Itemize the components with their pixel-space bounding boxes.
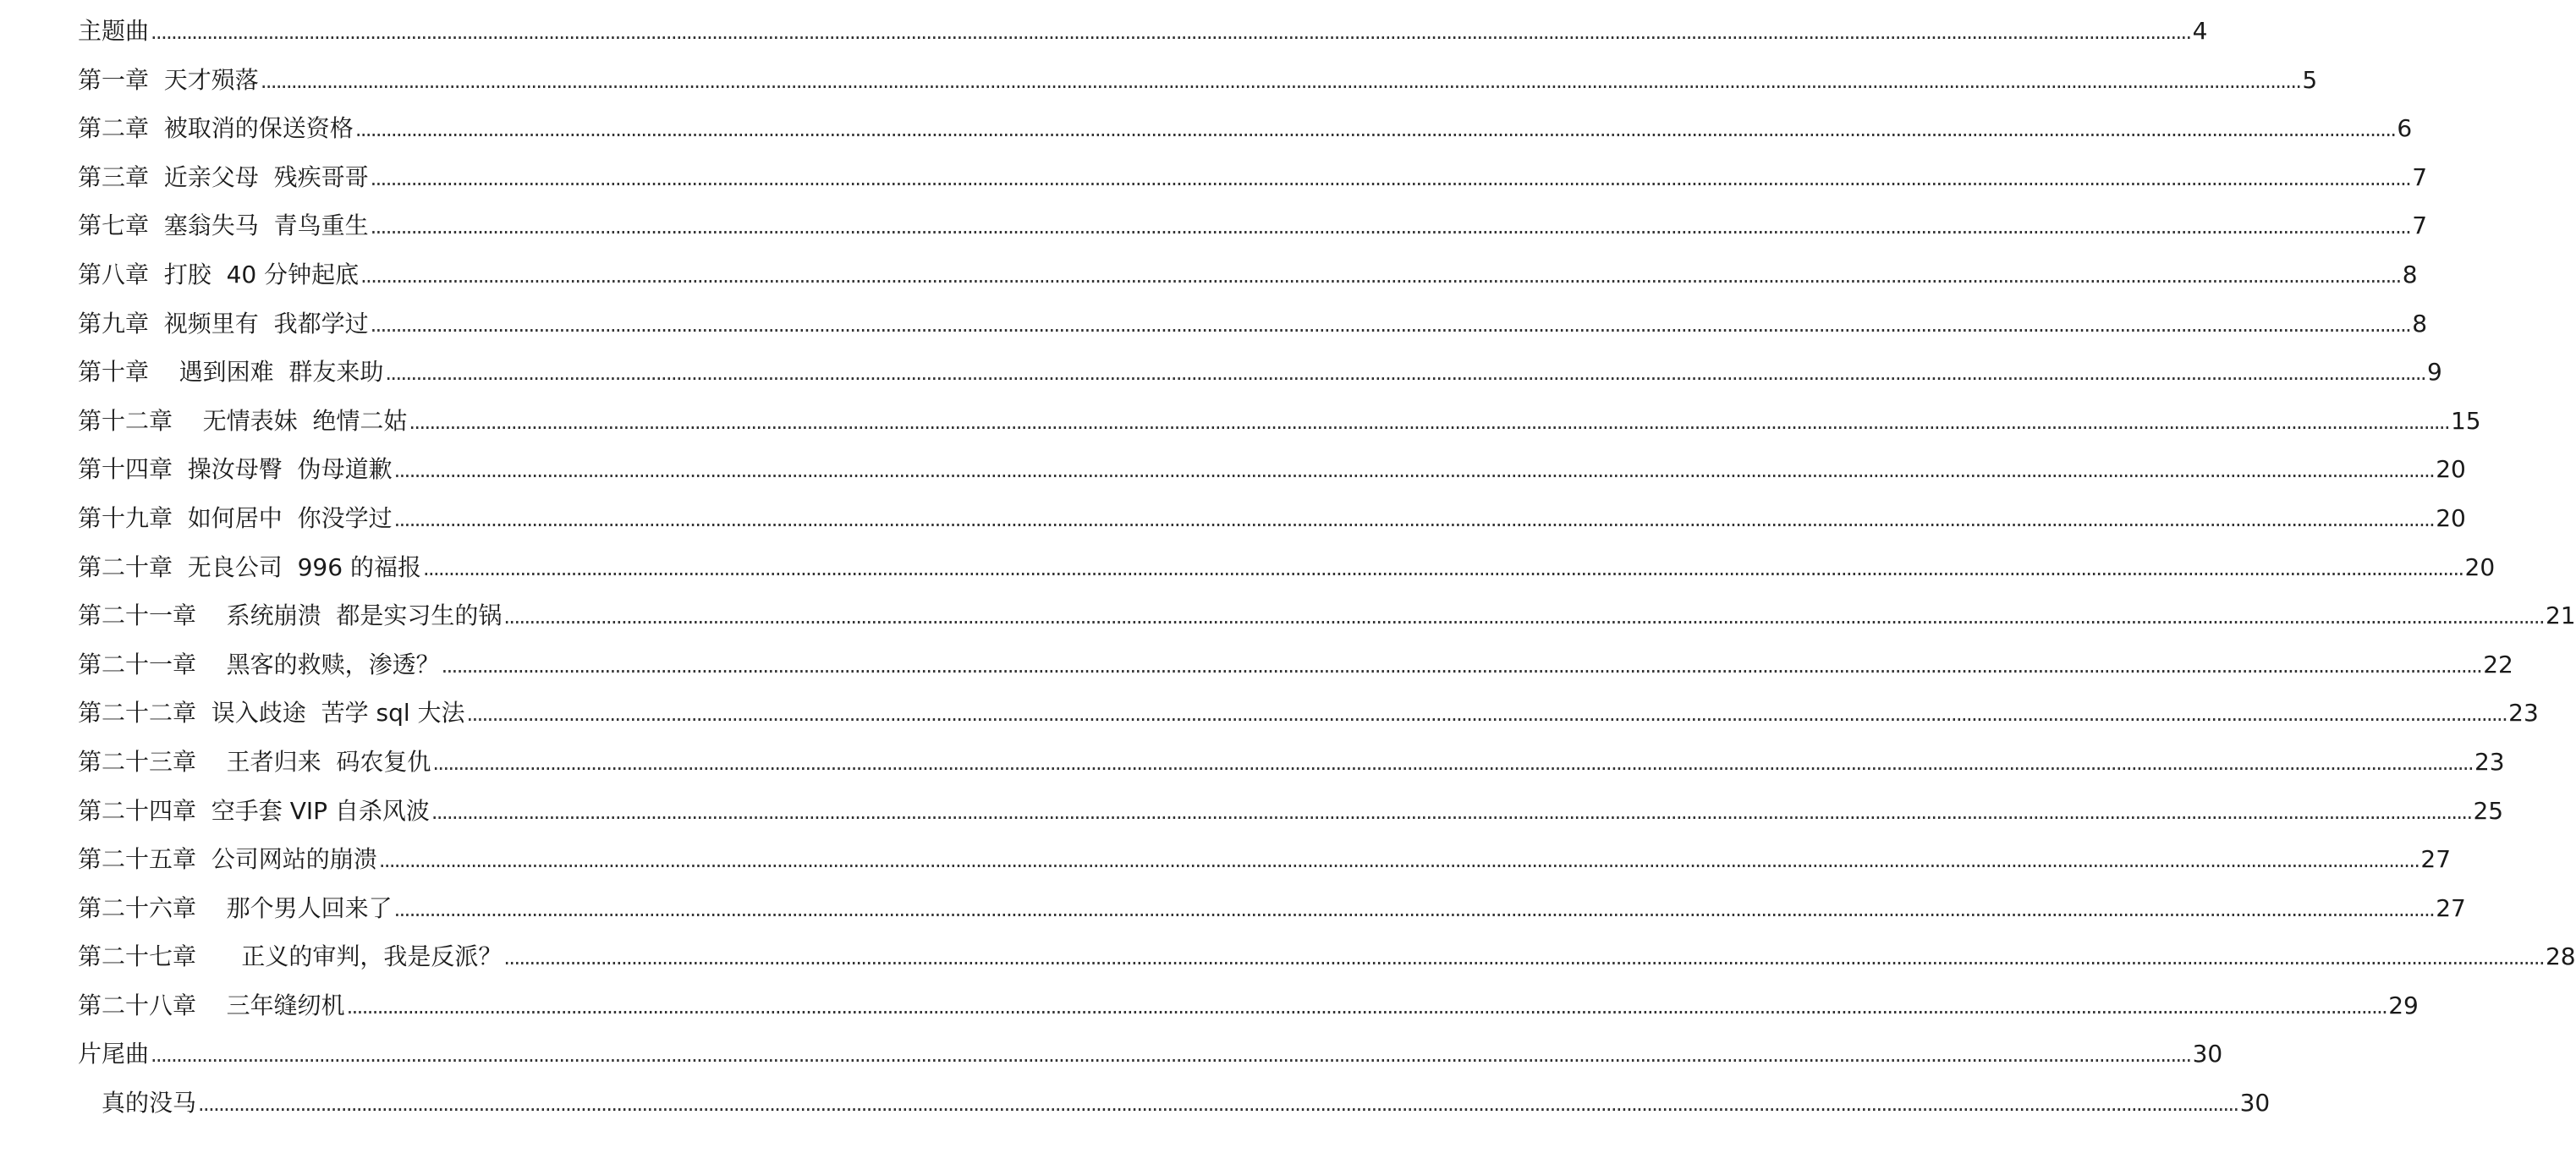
toc-entry[interactable] xyxy=(78,153,2428,202)
toc-entry-title: 第二十八章 三年缝纫机 xyxy=(78,991,345,1019)
toc-entry-title: 真的没马 xyxy=(102,1089,197,1118)
toc-entry-title: 第二十一章 系统崩溃 都是实习生的锅 xyxy=(78,601,503,630)
toc-entry-title: 第二十章 无良公司 996 的福报 xyxy=(78,552,421,581)
toc-dot-leader: ................................................................................................................................................................................................................................................................................................................................................................................................................ xyxy=(393,507,2435,531)
toc-entry-title: 第三章 近亲父母 残疾哥哥 xyxy=(78,162,369,191)
toc-dot-leader: ................................................................................................................................................................................................................................................................................................................................................................................................................ xyxy=(422,556,2463,580)
toc-entry[interactable] xyxy=(78,7,2208,56)
toc-entry[interactable] xyxy=(78,689,2539,738)
toc-entry[interactable] xyxy=(78,250,2418,299)
toc-entry-page: 29 xyxy=(2388,991,2419,1019)
toc-dot-leader: ................................................................................................................................................................................................................................................................................................................................................................................................................ xyxy=(385,361,2425,386)
toc-entry-page: 9 xyxy=(2426,358,2442,387)
toc-entry[interactable] xyxy=(78,1079,2271,1128)
toc-entry-title: 第二十六章 那个男人回来了 xyxy=(78,893,393,922)
toc-dot-leader: ................................................................................................................................................................................................................................................................................................................................................................................................................ xyxy=(378,849,2419,873)
toc-entry-title: 第二十四章 空手套 VIP 自杀风波 xyxy=(78,796,430,825)
toc-entry-page: 4 xyxy=(2192,17,2208,45)
toc-entry[interactable] xyxy=(78,104,2413,153)
toc-dot-leader: ................................................................................................................................................................................................................................................................................................................................................................................................................ xyxy=(503,605,2544,629)
toc-dot-leader: ................................................................................................................................................................................................................................................................................................................................................................................................................ xyxy=(151,1043,2191,1068)
toc-entry-page: 7 xyxy=(2412,162,2428,191)
toc-entry[interactable] xyxy=(78,445,2466,494)
toc-entry-page: 30 xyxy=(2192,1040,2223,1068)
toc-entry-title: 第七章 塞翁失马 青鸟重生 xyxy=(78,211,369,240)
toc-entry-title: 片尾曲 xyxy=(78,1040,150,1068)
toc-entry-page: 6 xyxy=(2397,114,2413,143)
toc-entry-title: 第二十五章 公司网站的崩溃 xyxy=(78,845,377,874)
table-of-contents xyxy=(78,7,2576,1128)
toc-dot-leader: ................................................................................................................................................................................................................................................................................................................................................................................................................ xyxy=(370,215,2411,239)
toc-dot-leader: ................................................................................................................................................................................................................................................................................................................................................................................................................ xyxy=(466,702,2507,727)
toc-entry[interactable] xyxy=(78,348,2442,397)
toc-entry[interactable] xyxy=(78,640,2513,689)
toc-entry-page: 8 xyxy=(2402,260,2418,288)
toc-entry-page: 15 xyxy=(2450,406,2481,435)
toc-dot-leader: ................................................................................................................................................................................................................................................................................................................................................................................................................ xyxy=(503,946,2544,970)
toc-entry-title: 第二章 被取消的保送资格 xyxy=(78,114,354,143)
toc-entry-title: 第二十一章 黑客的救赎，渗透？ xyxy=(78,650,440,678)
toc-entry-page: 20 xyxy=(2464,552,2496,581)
toc-dot-leader: ................................................................................................................................................................................................................................................................................................................................................................................................................ xyxy=(151,20,2191,44)
toc-entry-page: 27 xyxy=(2436,893,2466,922)
toc-dot-leader: ................................................................................................................................................................................................................................................................................................................................................................................................................ xyxy=(260,69,2301,93)
toc-entry-title: 第二十七章 正义的审判，我是反派？ xyxy=(78,942,503,971)
toc-entry[interactable] xyxy=(78,738,2505,787)
toc-dot-leader: ................................................................................................................................................................................................................................................................................................................................................................................................................ xyxy=(441,653,2482,678)
toc-entry[interactable] xyxy=(78,397,2481,446)
toc-entry[interactable] xyxy=(78,884,2466,933)
toc-entry-title: 第九章 视频里有 我都学过 xyxy=(78,309,369,338)
toc-dot-leader: ................................................................................................................................................................................................................................................................................................................................................................................................................ xyxy=(432,750,2473,775)
toc-dot-leader: ................................................................................................................................................................................................................................................................................................................................................................................................................ xyxy=(370,312,2411,337)
toc-entry[interactable] xyxy=(78,1030,2223,1079)
toc-entry-title: 第十二章 无情表妹 绝情二姑 xyxy=(78,406,408,435)
toc-entry-page: 23 xyxy=(2508,699,2539,728)
toc-entry-page: 23 xyxy=(2474,747,2505,776)
toc-entry-page: 30 xyxy=(2239,1089,2271,1118)
toc-entry-title: 第二十三章 王者归来 码农复仇 xyxy=(78,747,431,776)
toc-dot-leader: ................................................................................................................................................................................................................................................................................................................................................................................................................ xyxy=(354,118,2396,142)
toc-entry[interactable] xyxy=(78,494,2466,543)
toc-dot-leader: ................................................................................................................................................................................................................................................................................................................................................................................................................ xyxy=(431,799,2472,824)
toc-entry-page: 20 xyxy=(2436,503,2466,532)
toc-entry-title: 第二十二章 误入歧途 苦学 sql 大法 xyxy=(78,699,465,728)
toc-entry-title: 第十九章 如何居中 你没学过 xyxy=(78,503,393,532)
toc-entry-page: 28 xyxy=(2545,942,2576,971)
toc-dot-leader: ................................................................................................................................................................................................................................................................................................................................................................................................................ xyxy=(370,166,2411,190)
toc-entry-page: 25 xyxy=(2473,796,2504,825)
toc-entry[interactable] xyxy=(78,981,2419,1030)
toc-entry[interactable] xyxy=(78,299,2428,349)
toc-entry-page: 27 xyxy=(2420,845,2452,874)
toc-dot-leader: ................................................................................................................................................................................................................................................................................................................................................................................................................ xyxy=(360,263,2401,288)
toc-entry-page: 21 xyxy=(2545,601,2576,630)
toc-entry-title: 主题曲 xyxy=(78,17,150,45)
toc-dot-leader: ................................................................................................................................................................................................................................................................................................................................................................................................................ xyxy=(393,459,2435,483)
toc-entry-page: 8 xyxy=(2412,309,2428,338)
toc-entry[interactable] xyxy=(78,835,2452,884)
toc-entry-title: 第一章 天才殒落 xyxy=(78,65,259,94)
toc-entry-page: 7 xyxy=(2412,211,2428,240)
toc-entry-title: 第八章 打胶 40 分钟起底 xyxy=(78,260,360,288)
toc-entry[interactable] xyxy=(78,56,2318,105)
toc-entry-page: 22 xyxy=(2483,650,2513,678)
toc-entry[interactable] xyxy=(78,591,2576,640)
toc-entry-title: 第十四章 操汝母臀 伪母道歉 xyxy=(78,455,393,484)
toc-dot-leader: ................................................................................................................................................................................................................................................................................................................................................................................................................ xyxy=(409,409,2449,434)
toc-dot-leader: ................................................................................................................................................................................................................................................................................................................................................................................................................ xyxy=(346,994,2387,1019)
toc-entry[interactable] xyxy=(78,543,2496,592)
toc-entry-title: 第十章 遇到困难 群友来助 xyxy=(78,358,384,387)
toc-entry[interactable] xyxy=(78,201,2428,250)
toc-entry[interactable] xyxy=(78,787,2504,836)
toc-entry-page: 20 xyxy=(2436,455,2466,484)
toc-dot-leader: ................................................................................................................................................................................................................................................................................................................................................................................................................ xyxy=(393,897,2435,921)
toc-entry-page: 5 xyxy=(2302,65,2318,94)
toc-dot-leader: ................................................................................................................................................................................................................................................................................................................................................................................................................ xyxy=(198,1092,2238,1117)
toc-entry[interactable] xyxy=(78,932,2576,981)
